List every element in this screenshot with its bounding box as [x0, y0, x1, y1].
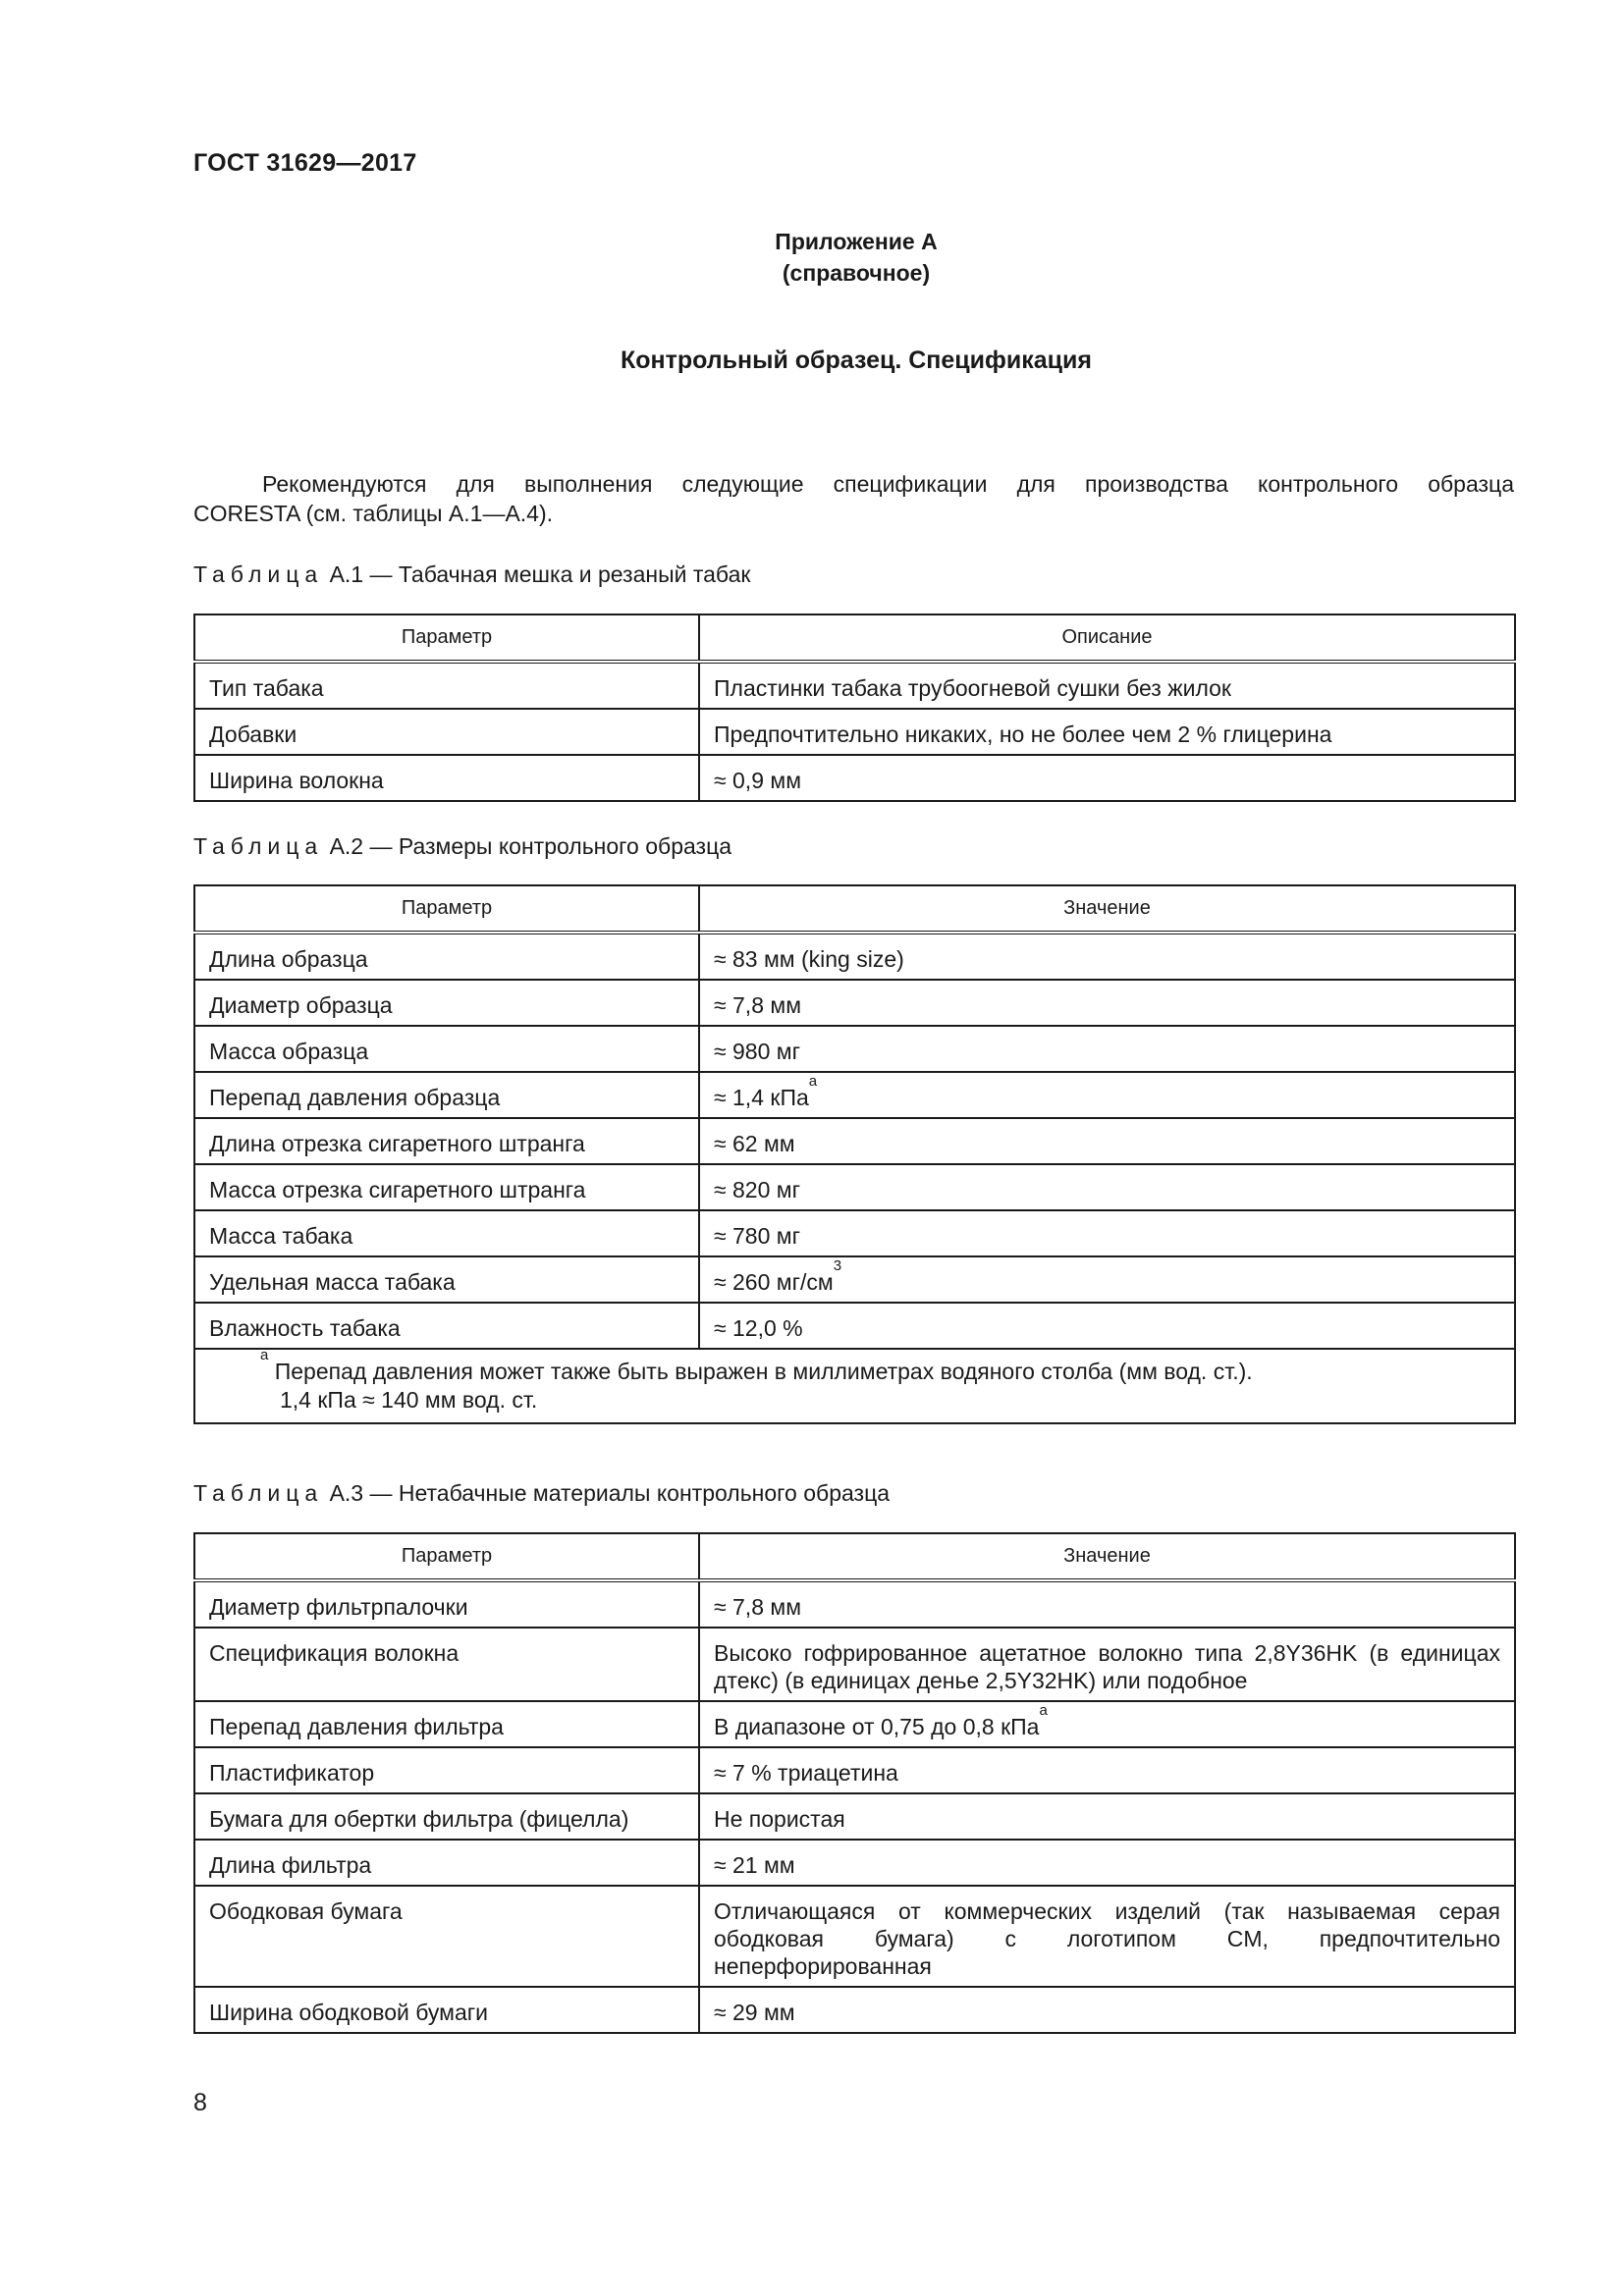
table2-caption	[193, 833, 731, 860]
table-row	[194, 1886, 1515, 1987]
table3-caption	[193, 1480, 890, 1507]
table-row	[194, 1164, 1515, 1210]
table3-caption-prefix: Таблица	[193, 1480, 324, 1506]
table2-cell: Удельная масса табака	[194, 1256, 699, 1303]
footnote-line-2: 1,4 кПа ≈ 140 мм вод. ст.	[280, 1387, 538, 1413]
appendix-note: (справочное)	[782, 260, 931, 286]
table2-value: ≈ 260 мг/см	[714, 1269, 834, 1295]
table3-cell: Ободковая бумага	[194, 1886, 699, 1987]
table-row	[194, 662, 1515, 709]
table2-header-param: Параметр	[194, 885, 699, 933]
footnote-ref: a	[808, 1073, 818, 1090]
table3-cell: Пластификатор	[194, 1747, 699, 1793]
table2-cell: Длина отрезка сигаретного штранга	[194, 1118, 699, 1164]
intro-paragraph	[193, 469, 1514, 528]
superscript-3: 3	[833, 1257, 842, 1274]
table3-cell: ≈ 29 мм	[699, 1987, 1515, 2033]
table3-cell: Диаметр фильтрпалочки	[194, 1580, 699, 1628]
table-row	[194, 1747, 1515, 1793]
table2-cell: Диаметр образца	[194, 980, 699, 1026]
table2-value: ≈ 1,4 кПа	[714, 1085, 809, 1110]
table1-caption-text: А.1 — Табачная мешка и резаный табак	[323, 561, 751, 587]
appendix-title: Приложение А	[775, 229, 938, 254]
table1-cell: Предпочтительно никаких, но не более чем 2 % глицерина	[699, 709, 1515, 755]
table-row	[194, 1072, 1515, 1118]
table3-cell	[699, 1701, 1515, 1747]
table-row	[194, 1793, 1515, 1840]
table3-cell: Спецификация волокна	[194, 1628, 699, 1701]
table2-cell: ≈ 820 мг	[699, 1164, 1515, 1210]
table3-caption-text: А.3 — Нетабачные материалы контрольного образца	[323, 1480, 891, 1506]
table-row	[194, 1256, 1515, 1303]
intro-line-2: CORESTA (см. таблицы А.1—А.4).	[193, 501, 554, 526]
table3-header-value: Значение	[699, 1533, 1515, 1580]
table-row	[194, 1987, 1515, 2033]
table2-cell: ≈ 7,8 мм	[699, 980, 1515, 1026]
table2-footnote	[194, 1349, 1515, 1423]
table1-cell: ≈ 0,9 мм	[699, 755, 1515, 801]
table-row	[194, 1580, 1515, 1628]
table1-cell: Тип табака	[194, 662, 699, 709]
table3-cell: Перепад давления фильтра	[194, 1701, 699, 1747]
footnote-ref: a	[1039, 1702, 1048, 1719]
table2-caption-prefix: Таблица	[193, 833, 324, 859]
table3-cell: Отличающаяся от коммерческих изделий (так называемая серая ободковая бумага) с логотипом CM, предпочтительно неперфорированная	[699, 1886, 1515, 1987]
table2-cell: Влажность табака	[194, 1303, 699, 1349]
page-number: 8	[193, 2089, 207, 2116]
table3-value: В диапазоне от 0,75 до 0,8 кПа	[714, 1714, 1040, 1739]
table-row	[194, 1210, 1515, 1256]
table2	[193, 884, 1516, 1424]
table3-cell: Ширина ободковой бумаги	[194, 1987, 699, 2033]
table3-header-param: Параметр	[194, 1533, 699, 1580]
table-row	[194, 755, 1515, 801]
table-row	[194, 980, 1515, 1026]
table2-cell: Масса отрезка сигаретного штранга	[194, 1164, 699, 1210]
table-row	[194, 1840, 1515, 1886]
table1-cell: Пластинки табака трубоогневой сушки без жилок	[699, 662, 1515, 709]
table-row	[194, 709, 1515, 755]
document-header: ГОСТ 31629—2017	[193, 149, 417, 177]
table2-cell	[699, 1072, 1515, 1118]
table1-caption	[193, 561, 750, 588]
document-title: Контрольный образец. Спецификация	[620, 347, 1093, 374]
footnote-mark: a	[260, 1347, 269, 1363]
table-row	[194, 1118, 1515, 1164]
table3	[193, 1532, 1516, 2034]
table2-cell	[699, 1256, 1515, 1303]
table3-cell: Не пористая	[699, 1793, 1515, 1840]
table2-cell: ≈ 980 мг	[699, 1026, 1515, 1072]
table2-cell: ≈ 12,0 %	[699, 1303, 1515, 1349]
table3-cell: Бумага для обертки фильтра (фицелла)	[194, 1793, 699, 1840]
table1-cell: Добавки	[194, 709, 699, 755]
table1-header-param: Параметр	[194, 614, 699, 662]
table-row	[194, 1303, 1515, 1349]
table2-cell: Масса образца	[194, 1026, 699, 1072]
table-row	[194, 1701, 1515, 1747]
appendix-heading	[0, 226, 1624, 289]
table1-cell: Ширина волокна	[194, 755, 699, 801]
table1-header-desc: Описание	[699, 614, 1515, 662]
intro-line-1: Рекомендуются для выполнения следующие спецификации для производства контрольного образца	[262, 471, 1514, 497]
table-row	[194, 933, 1515, 980]
table3-cell: ≈ 7 % триацетина	[699, 1747, 1515, 1793]
table3-cell: ≈ 21 мм	[699, 1840, 1515, 1886]
table3-cell: Высоко гофрированное ацетатное волокно типа 2,8Y36HK (в единицах дтекс) (в единицах денье 2,5Y32HK) или подобное	[699, 1628, 1515, 1701]
table2-cell: ≈ 83 мм (king size)	[699, 933, 1515, 980]
table1-caption-prefix: Таблица	[193, 561, 324, 587]
table2-cell: Перепад давления образца	[194, 1072, 699, 1118]
footnote-line-1	[260, 1347, 1500, 1386]
table1	[193, 614, 1516, 802]
table2-cell: Масса табака	[194, 1210, 699, 1256]
table2-cell: ≈ 62 мм	[699, 1118, 1515, 1164]
table2-header-value: Значение	[699, 885, 1515, 933]
table-row	[194, 1026, 1515, 1072]
table3-cell: ≈ 7,8 мм	[699, 1580, 1515, 1628]
table2-caption-text: А.2 — Размеры контрольного образца	[323, 833, 732, 859]
table2-cell: ≈ 780 мг	[699, 1210, 1515, 1256]
table-footnote-row	[194, 1349, 1515, 1423]
footnote-text: Перепад давления может также быть выражен в миллиметрах водяного столба (мм вод. ст.).	[268, 1359, 1253, 1384]
table2-cell: Длина образца	[194, 933, 699, 980]
table3-cell: Длина фильтра	[194, 1840, 699, 1886]
table-row	[194, 1628, 1515, 1701]
